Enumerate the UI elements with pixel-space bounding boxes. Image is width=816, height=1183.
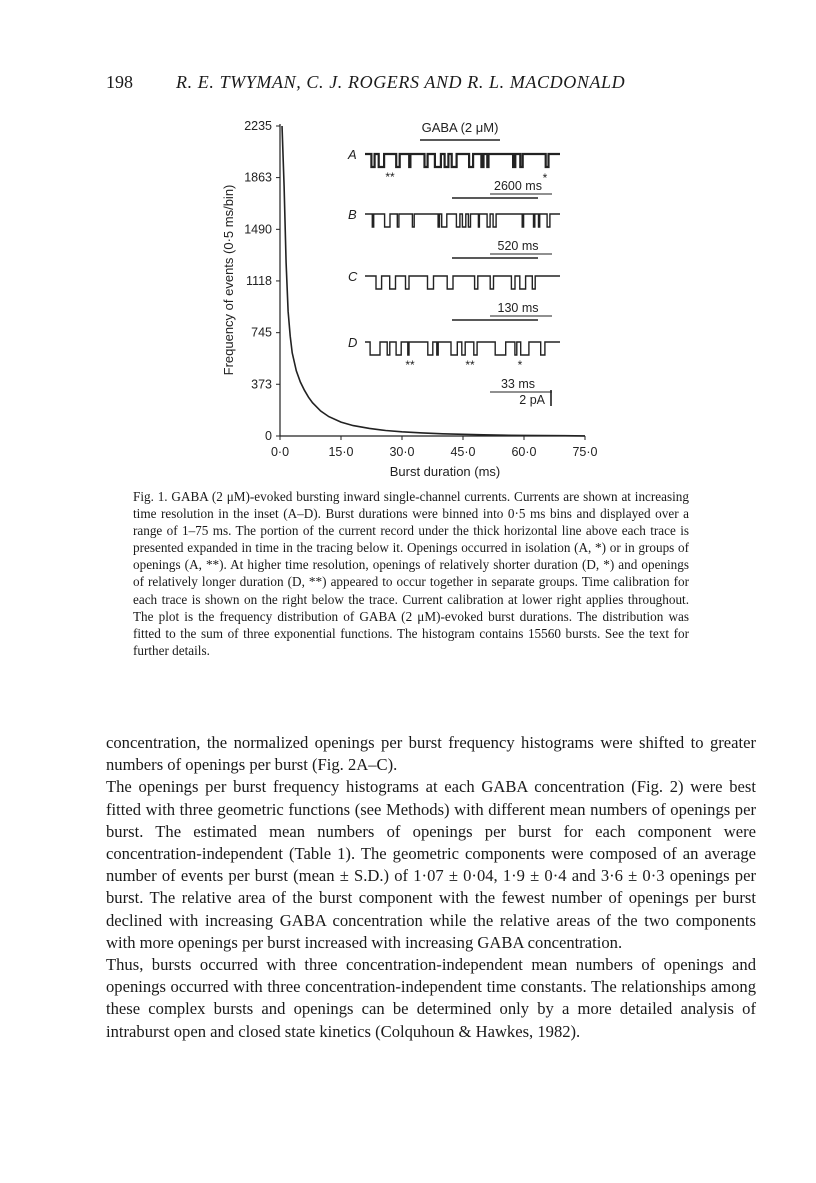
running-head: R. E. TWYMAN, C. J. ROGERS AND R. L. MACDONALD <box>176 72 626 92</box>
current-trace <box>365 342 560 355</box>
figure-caption <box>133 488 689 659</box>
time-scale-label: 33 ms <box>500 377 536 391</box>
trace-c <box>348 269 560 320</box>
trace-d <box>348 335 560 392</box>
x-tick-label: 30·0 <box>389 445 415 459</box>
paragraph-2: The openings per burst frequency histograms at each GABA concentration (Fig. 2) were best fitted with three geometric functions (see Methods) with different mean numbers of openings per burst. The estimated mean numbers of openings per burst for each component were concentration-independent (Table 1). The geometric components were composed of an average number of events per burst (mean ± S.D.) of 1·07 ± 0·04, 1·9 ± 0·4 and 3·6 ± 0·3 openings per burst. The relative area of the burst component with the fewest number of openings per burst declined with increasing GABA concentration while the relative areas of the two components with more openings per burst increased with increasing GABA concentration. <box>106 777 756 952</box>
trace-b <box>348 207 560 258</box>
x-tick-label: 75·0 <box>572 445 598 459</box>
x-tick-label: 15·0 <box>328 445 354 459</box>
current-trace <box>365 154 560 167</box>
x-tick-label: 60·0 <box>511 445 537 459</box>
inset-title: GABA (2 μM) <box>421 120 499 135</box>
page-header <box>106 72 756 96</box>
figure-1 <box>200 110 620 490</box>
y-tick-label: 1863 <box>244 170 272 185</box>
event-marker: * <box>517 358 523 372</box>
trace-letter: D <box>348 335 358 350</box>
trace-letter: C <box>348 269 358 284</box>
x-tick-label: 45·0 <box>450 445 476 459</box>
event-marker: ** <box>405 358 415 372</box>
event-marker: * <box>542 171 548 185</box>
current-trace <box>365 276 560 289</box>
trace-a <box>347 147 560 198</box>
trace-letter: B <box>348 207 357 222</box>
y-axis-label: Frequency of events (0·5 ms/bin) <box>221 184 236 376</box>
y-tick-label: 2235 <box>244 119 272 133</box>
x-ticks <box>271 436 598 459</box>
y-tick-label: 373 <box>251 377 272 392</box>
y-tick-label: 1490 <box>244 222 272 237</box>
page-number: 198 <box>106 72 133 92</box>
time-scale-label: 520 ms <box>497 239 539 253</box>
caption-text: Fig. 1. GABA (2 μM)-evoked bursting inward single-channel currents. Currents are shown at increasing time resolution in the inset (A–D). Burst durations were binned into 0·5 ms bins and displayed over a range of 1–75 ms. The portion of the current record under the thick horizontal line above each trace is presented expanded in time in the tracing below it. Openings occurred in isolation (A, *) or in groups of openings (A, **). At higher time resolution, openings of relatively shorter duration (D, *) and openings of relatively longer duration (D, **) appeared to occur together in separate groups. Time calibration for each trace is shown on the right below the trace. Current calibration at lower right applies throughout. The plot is the frequency distribution of GABA (2 μM)-evoked burst durations. The distribution was fitted to the sum of three exponential functions. The histogram contains 15560 bursts. See the text for further details. <box>133 489 689 658</box>
time-scale-label: 2600 ms <box>494 179 542 193</box>
y-tick-label: 1118 <box>246 273 272 288</box>
body-text <box>106 732 756 1043</box>
y-ticks <box>244 119 280 443</box>
x-axis-label: Burst duration (ms) <box>389 464 501 479</box>
current-scale-label: 2 pA <box>519 393 545 407</box>
chart-axes <box>280 124 585 436</box>
x-tick-label: 0·0 <box>270 445 290 459</box>
paragraph-3: Thus, bursts occurred with three concentration-independent mean numbers of openings and openings occurred with three concentration-independent time constants. The relationships among these complex bursts and openings can be determined only by a more detailed analysis of intraburst open and closed state kinetics (Colquhoun & Hawkes, 1982). <box>106 955 756 1041</box>
burst-duration-chart <box>200 110 620 490</box>
trace-letter: A <box>348 147 357 162</box>
time-scale-label: 130 ms <box>497 301 539 315</box>
current-trace <box>365 214 560 227</box>
y-tick-label: 0 <box>265 429 272 443</box>
event-marker: ** <box>465 358 475 372</box>
event-marker: ** <box>385 170 395 184</box>
y-tick-label: 745 <box>251 325 272 340</box>
paragraph-1: concentration, the normalized openings per burst frequency histograms were shifted to greater numbers of openings per burst (Fig. 2A–C). <box>106 733 756 775</box>
inset-traces <box>347 120 560 407</box>
